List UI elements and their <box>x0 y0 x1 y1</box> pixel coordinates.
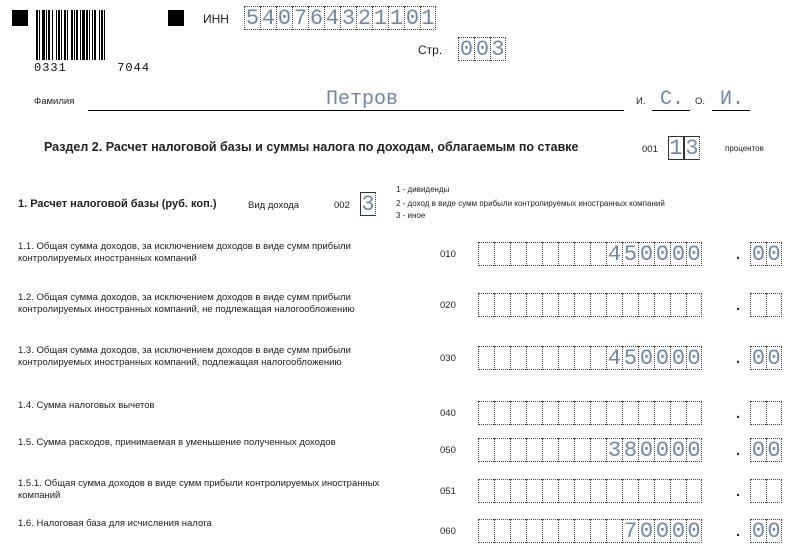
digit-cell[interactable]: 2 <box>357 6 372 31</box>
income-type-option: 1 - дивиденды <box>396 185 450 194</box>
amount-digit-cell[interactable]: 0 <box>639 346 654 371</box>
digit-cell[interactable]: 4 <box>325 6 340 31</box>
amount-digit-cell[interactable] <box>622 479 638 503</box>
row-kopecks-field[interactable] <box>750 242 782 266</box>
amount-digit-cell[interactable] <box>590 479 606 503</box>
row-kopecks-field[interactable] <box>750 401 782 425</box>
income-type-option: 2 - доход в виде сумм прибыли контролируемых иностранных компаний <box>396 199 665 208</box>
initial1-label: И. <box>636 96 646 107</box>
kopeck-digit-cell[interactable]: 0 <box>751 242 766 267</box>
digit-cell[interactable]: 1 <box>389 6 404 31</box>
row-kopecks-field[interactable] <box>750 438 782 462</box>
barcode-bar <box>48 10 50 60</box>
amount-digit-cell[interactable] <box>510 401 526 425</box>
inn-label: ИНН <box>203 12 229 26</box>
amount-digit-cell[interactable]: 5 <box>623 346 638 371</box>
amount-digit-cell[interactable] <box>558 438 574 462</box>
amount-digit-cell[interactable] <box>510 242 526 266</box>
amount-digit-cell[interactable] <box>590 401 606 425</box>
amount-digit-cell[interactable] <box>542 346 558 370</box>
amount-digit-cell[interactable]: 5 <box>623 242 638 267</box>
amount-digit-cell[interactable] <box>574 401 590 425</box>
row-label: 1.1. Общая сумма доходов, за исключением доходов в виде сумм прибыли контролируемых иностранных компаний <box>18 241 351 264</box>
row-kopecks-field[interactable] <box>750 479 782 503</box>
amount-digit-cell[interactable] <box>526 242 542 266</box>
amount-digit-cell[interactable] <box>606 401 622 425</box>
amount-digit-cell[interactable] <box>686 293 702 317</box>
amount-digit-cell[interactable] <box>590 346 606 370</box>
kopeck-digit-cell[interactable]: 0 <box>767 242 781 267</box>
amount-digit-cell[interactable]: 3 <box>607 438 622 463</box>
row-code: 030 <box>440 353 456 364</box>
barcode-image <box>34 10 146 60</box>
decimal-point: . <box>735 438 741 460</box>
amount-digit-cell[interactable] <box>526 519 542 543</box>
decimal-point: . <box>735 479 741 501</box>
amount-digit-cell[interactable]: 0 <box>639 438 654 463</box>
amount-digit-cell[interactable] <box>654 401 670 425</box>
amount-digit-cell[interactable] <box>686 479 702 503</box>
amount-digit-cell[interactable] <box>510 519 526 543</box>
digit-cell[interactable]: 0 <box>475 37 490 62</box>
income-type-code: 002 <box>334 200 350 211</box>
amount-digit-cell[interactable] <box>606 519 622 543</box>
amount-digit-cell[interactable] <box>558 479 574 503</box>
amount-digit-cell[interactable]: 7 <box>623 519 638 544</box>
amount-digit-cell[interactable] <box>558 242 574 266</box>
kopeck-digit-cell[interactable] <box>750 401 766 425</box>
row-label: 1.3. Общая сумма доходов, за исключением доходов в виде сумм прибыли контролируемых иностранных компаний, подлежащая налогообложению <box>18 345 351 368</box>
barcode-bar <box>80 10 81 60</box>
amount-digit-cell[interactable]: 0 <box>671 346 686 371</box>
row-code: 060 <box>440 526 456 537</box>
page-label: Стр. <box>418 43 443 57</box>
amount-digit-cell[interactable]: 0 <box>687 438 701 463</box>
amount-digit-cell[interactable] <box>526 479 542 503</box>
rate-code: 001 <box>642 144 658 155</box>
row-code: 040 <box>440 408 456 419</box>
kopeck-digit-cell[interactable]: 0 <box>767 519 781 544</box>
amount-digit-cell[interactable] <box>494 479 510 503</box>
barcode-bar <box>46 10 47 60</box>
initial1-value[interactable]: С. <box>660 88 685 111</box>
decimal-point: . <box>735 293 741 315</box>
amount-digit-cell[interactable] <box>558 519 574 543</box>
amount-digit-cell[interactable] <box>574 479 590 503</box>
amount-digit-cell[interactable] <box>478 293 494 317</box>
barcode-number-left: 0331 <box>34 61 67 75</box>
digit-cell[interactable]: 3 <box>341 6 356 31</box>
amount-digit-cell[interactable]: 0 <box>639 242 654 267</box>
tax-rate-field[interactable] <box>668 136 700 160</box>
barcode-bar <box>82 10 85 60</box>
digit-cell[interactable]: 0 <box>405 6 420 31</box>
barcode-bar <box>76 10 78 60</box>
amount-digit-cell[interactable]: 0 <box>671 519 686 544</box>
row-label: 1.2. Общая сумма доходов, за исключением доходов в виде сумм прибыли контролируемых иностранных компаний, не подлежащая налогообложению <box>18 292 355 315</box>
barcode-bar <box>101 10 103 60</box>
amount-digit-cell[interactable]: 0 <box>655 438 670 463</box>
amount-digit-cell[interactable] <box>494 519 510 543</box>
row-code: 050 <box>440 445 456 456</box>
amount-digit-cell[interactable]: 0 <box>655 519 670 544</box>
row-label: 1.5.1. Общая сумма доходов в виде сумм прибыли контролируемых иностранных компаний <box>18 478 380 501</box>
barcode-bar <box>56 10 57 60</box>
kopeck-digit-cell[interactable] <box>750 479 766 503</box>
income-type-option: 3 - иное <box>396 211 426 220</box>
amount-digit-cell[interactable] <box>574 293 590 317</box>
tax-rate-digit[interactable]: 1 <box>669 136 683 161</box>
amount-digit-cell[interactable] <box>606 293 622 317</box>
amount-digit-cell[interactable] <box>590 519 606 543</box>
barcode-number-right: 7044 <box>117 61 151 75</box>
initial2-label: О. <box>695 96 706 107</box>
barcode-bar <box>99 10 100 60</box>
row-label: 1.4. Сумма налоговых вычетов <box>18 400 155 411</box>
barcode-bar <box>71 10 73 60</box>
barcode-bar <box>86 10 88 60</box>
digit-cell[interactable]: 4 <box>261 6 276 31</box>
barcode-bar <box>64 10 66 60</box>
kopeck-digit-cell[interactable] <box>766 479 782 503</box>
barcode-bar <box>52 10 53 60</box>
row-amount-field[interactable] <box>478 438 702 462</box>
decimal-point: . <box>735 401 741 423</box>
amount-digit-cell[interactable] <box>574 438 590 462</box>
row-code: 051 <box>440 486 456 497</box>
amount-digit-cell[interactable] <box>494 293 510 317</box>
amount-digit-cell[interactable] <box>558 293 574 317</box>
amount-digit-cell[interactable]: 4 <box>607 346 622 371</box>
inn-field[interactable] <box>244 6 436 30</box>
surname-label: Фамилия <box>34 96 75 107</box>
barcode-bar <box>74 10 75 60</box>
amount-digit-cell[interactable]: 0 <box>671 242 686 267</box>
amount-digit-cell[interactable] <box>542 479 558 503</box>
amount-digit-cell[interactable] <box>574 346 590 370</box>
digit-cell[interactable]: 1 <box>421 6 435 31</box>
tax-rate-digit[interactable]: 3 <box>685 136 699 161</box>
barcode-bar <box>42 10 45 60</box>
amount-digit-cell[interactable] <box>510 479 526 503</box>
amount-digit-cell[interactable] <box>542 519 558 543</box>
amount-digit-cell[interactable] <box>526 438 542 462</box>
amount-digit-cell[interactable] <box>494 242 510 266</box>
amount-digit-cell[interactable] <box>542 401 558 425</box>
amount-digit-cell[interactable] <box>510 438 526 462</box>
amount-digit-cell[interactable] <box>526 293 542 317</box>
initial2-value[interactable]: И. <box>720 88 745 111</box>
amount-digit-cell[interactable] <box>478 438 494 462</box>
income-type-cell[interactable]: 3 <box>361 192 375 217</box>
amount-digit-cell[interactable] <box>542 293 558 317</box>
row-amount-field[interactable] <box>478 346 702 370</box>
barcode-bar <box>36 10 38 60</box>
corner-marker <box>168 10 184 26</box>
amount-digit-cell[interactable] <box>686 401 702 425</box>
row-code: 020 <box>440 300 456 311</box>
barcode-bar <box>89 10 90 60</box>
amount-digit-cell[interactable] <box>606 479 622 503</box>
amount-digit-cell[interactable]: 0 <box>655 346 670 371</box>
row-amount-field[interactable] <box>478 293 702 317</box>
amount-digit-cell[interactable] <box>478 401 494 425</box>
amount-digit-cell[interactable] <box>638 401 654 425</box>
barcode-bar <box>67 10 68 60</box>
kopeck-digit-cell[interactable] <box>766 401 782 425</box>
amount-digit-cell[interactable] <box>558 346 574 370</box>
row-amount-field[interactable] <box>478 401 702 425</box>
decimal-point: . <box>735 346 741 368</box>
section-title: Раздел 2. Расчет налоговой базы и суммы налога по доходам, облагаемым по ставке <box>44 140 579 154</box>
amount-digit-cell[interactable] <box>542 242 558 266</box>
amount-digit-cell[interactable] <box>526 346 542 370</box>
row-label: 1.6. Налоговая база для исчисления налога <box>18 518 212 529</box>
income-type-field[interactable] <box>360 192 376 216</box>
amount-digit-cell[interactable] <box>494 401 510 425</box>
row-amount-field[interactable] <box>478 519 702 543</box>
amount-digit-cell[interactable] <box>590 438 606 462</box>
kopeck-digit-cell[interactable]: 0 <box>751 346 766 371</box>
amount-digit-cell[interactable] <box>510 346 526 370</box>
amount-digit-cell[interactable] <box>574 242 590 266</box>
amount-digit-cell[interactable] <box>542 438 558 462</box>
amount-digit-cell[interactable] <box>654 293 670 317</box>
rate-unit: процентов <box>725 144 764 153</box>
amount-digit-cell[interactable] <box>670 479 686 503</box>
surname-value[interactable]: Петров <box>326 88 399 111</box>
amount-digit-cell[interactable] <box>526 401 542 425</box>
amount-digit-cell[interactable]: 4 <box>607 242 622 267</box>
amount-digit-cell[interactable] <box>510 293 526 317</box>
amount-digit-cell[interactable]: 0 <box>671 438 686 463</box>
row-label: 1.5. Сумма расходов, принимаемая в уменьшение полученных доходов <box>18 437 336 448</box>
amount-digit-cell[interactable] <box>590 242 606 266</box>
barcode-bar <box>92 10 93 60</box>
digit-cell[interactable]: 5 <box>245 6 260 31</box>
amount-digit-cell[interactable] <box>622 401 638 425</box>
barcode-bar <box>94 10 96 60</box>
amount-digit-cell[interactable] <box>478 346 494 370</box>
corner-marker <box>12 10 28 26</box>
barcode-number <box>34 61 151 75</box>
digit-cell[interactable]: 6 <box>309 6 324 31</box>
amount-digit-cell[interactable] <box>478 479 494 503</box>
amount-digit-cell[interactable] <box>478 242 494 266</box>
amount-digit-cell[interactable] <box>638 293 654 317</box>
digit-cell[interactable]: 7 <box>293 6 308 31</box>
decimal-point: . <box>735 242 741 264</box>
amount-digit-cell[interactable] <box>654 479 670 503</box>
amount-digit-cell[interactable] <box>670 401 686 425</box>
amount-digit-cell[interactable]: 0 <box>639 519 654 544</box>
amount-digit-cell[interactable]: 0 <box>687 519 701 544</box>
income-type-label: Вид дохода <box>248 200 300 211</box>
amount-digit-cell[interactable] <box>638 479 654 503</box>
page-number-field[interactable] <box>458 37 506 61</box>
amount-digit-cell[interactable] <box>574 519 590 543</box>
row-amount-field[interactable] <box>478 242 702 266</box>
row-kopecks-field[interactable] <box>750 346 782 370</box>
barcode-bar <box>39 10 40 60</box>
amount-digit-cell[interactable]: 0 <box>687 242 701 267</box>
kopeck-digit-cell[interactable]: 0 <box>751 519 766 544</box>
kopeck-digit-cell[interactable]: 0 <box>767 346 781 371</box>
barcode-bar <box>58 10 60 60</box>
digit-cell[interactable]: 1 <box>373 6 388 31</box>
amount-digit-cell[interactable]: 8 <box>623 438 638 463</box>
amount-digit-cell[interactable] <box>494 346 510 370</box>
kopeck-digit-cell[interactable]: 0 <box>751 438 766 463</box>
tax-base-title: 1. Расчет налоговой базы (руб. коп.) <box>18 198 217 210</box>
decimal-point: . <box>735 519 741 541</box>
amount-digit-cell[interactable] <box>622 293 638 317</box>
amount-digit-cell[interactable] <box>558 401 574 425</box>
amount-digit-cell[interactable]: 0 <box>687 346 701 371</box>
barcode-bar <box>104 10 105 60</box>
barcode-bar <box>61 10 62 60</box>
kopeck-digit-cell[interactable] <box>750 293 766 317</box>
kopeck-digit-cell[interactable]: 0 <box>767 438 781 463</box>
digit-cell[interactable]: 0 <box>277 6 292 31</box>
digit-cell[interactable]: 3 <box>491 37 505 62</box>
amount-digit-cell[interactable] <box>670 293 686 317</box>
digit-cell[interactable]: 0 <box>459 37 474 62</box>
row-kopecks-field[interactable] <box>750 519 782 543</box>
amount-digit-cell[interactable] <box>590 293 606 317</box>
amount-digit-cell[interactable] <box>494 438 510 462</box>
row-code: 010 <box>440 249 456 260</box>
row-amount-field[interactable] <box>478 479 702 503</box>
row-kopecks-field[interactable] <box>750 293 782 317</box>
amount-digit-cell[interactable]: 0 <box>655 242 670 267</box>
kopeck-digit-cell[interactable] <box>766 293 782 317</box>
amount-digit-cell[interactable] <box>478 519 494 543</box>
